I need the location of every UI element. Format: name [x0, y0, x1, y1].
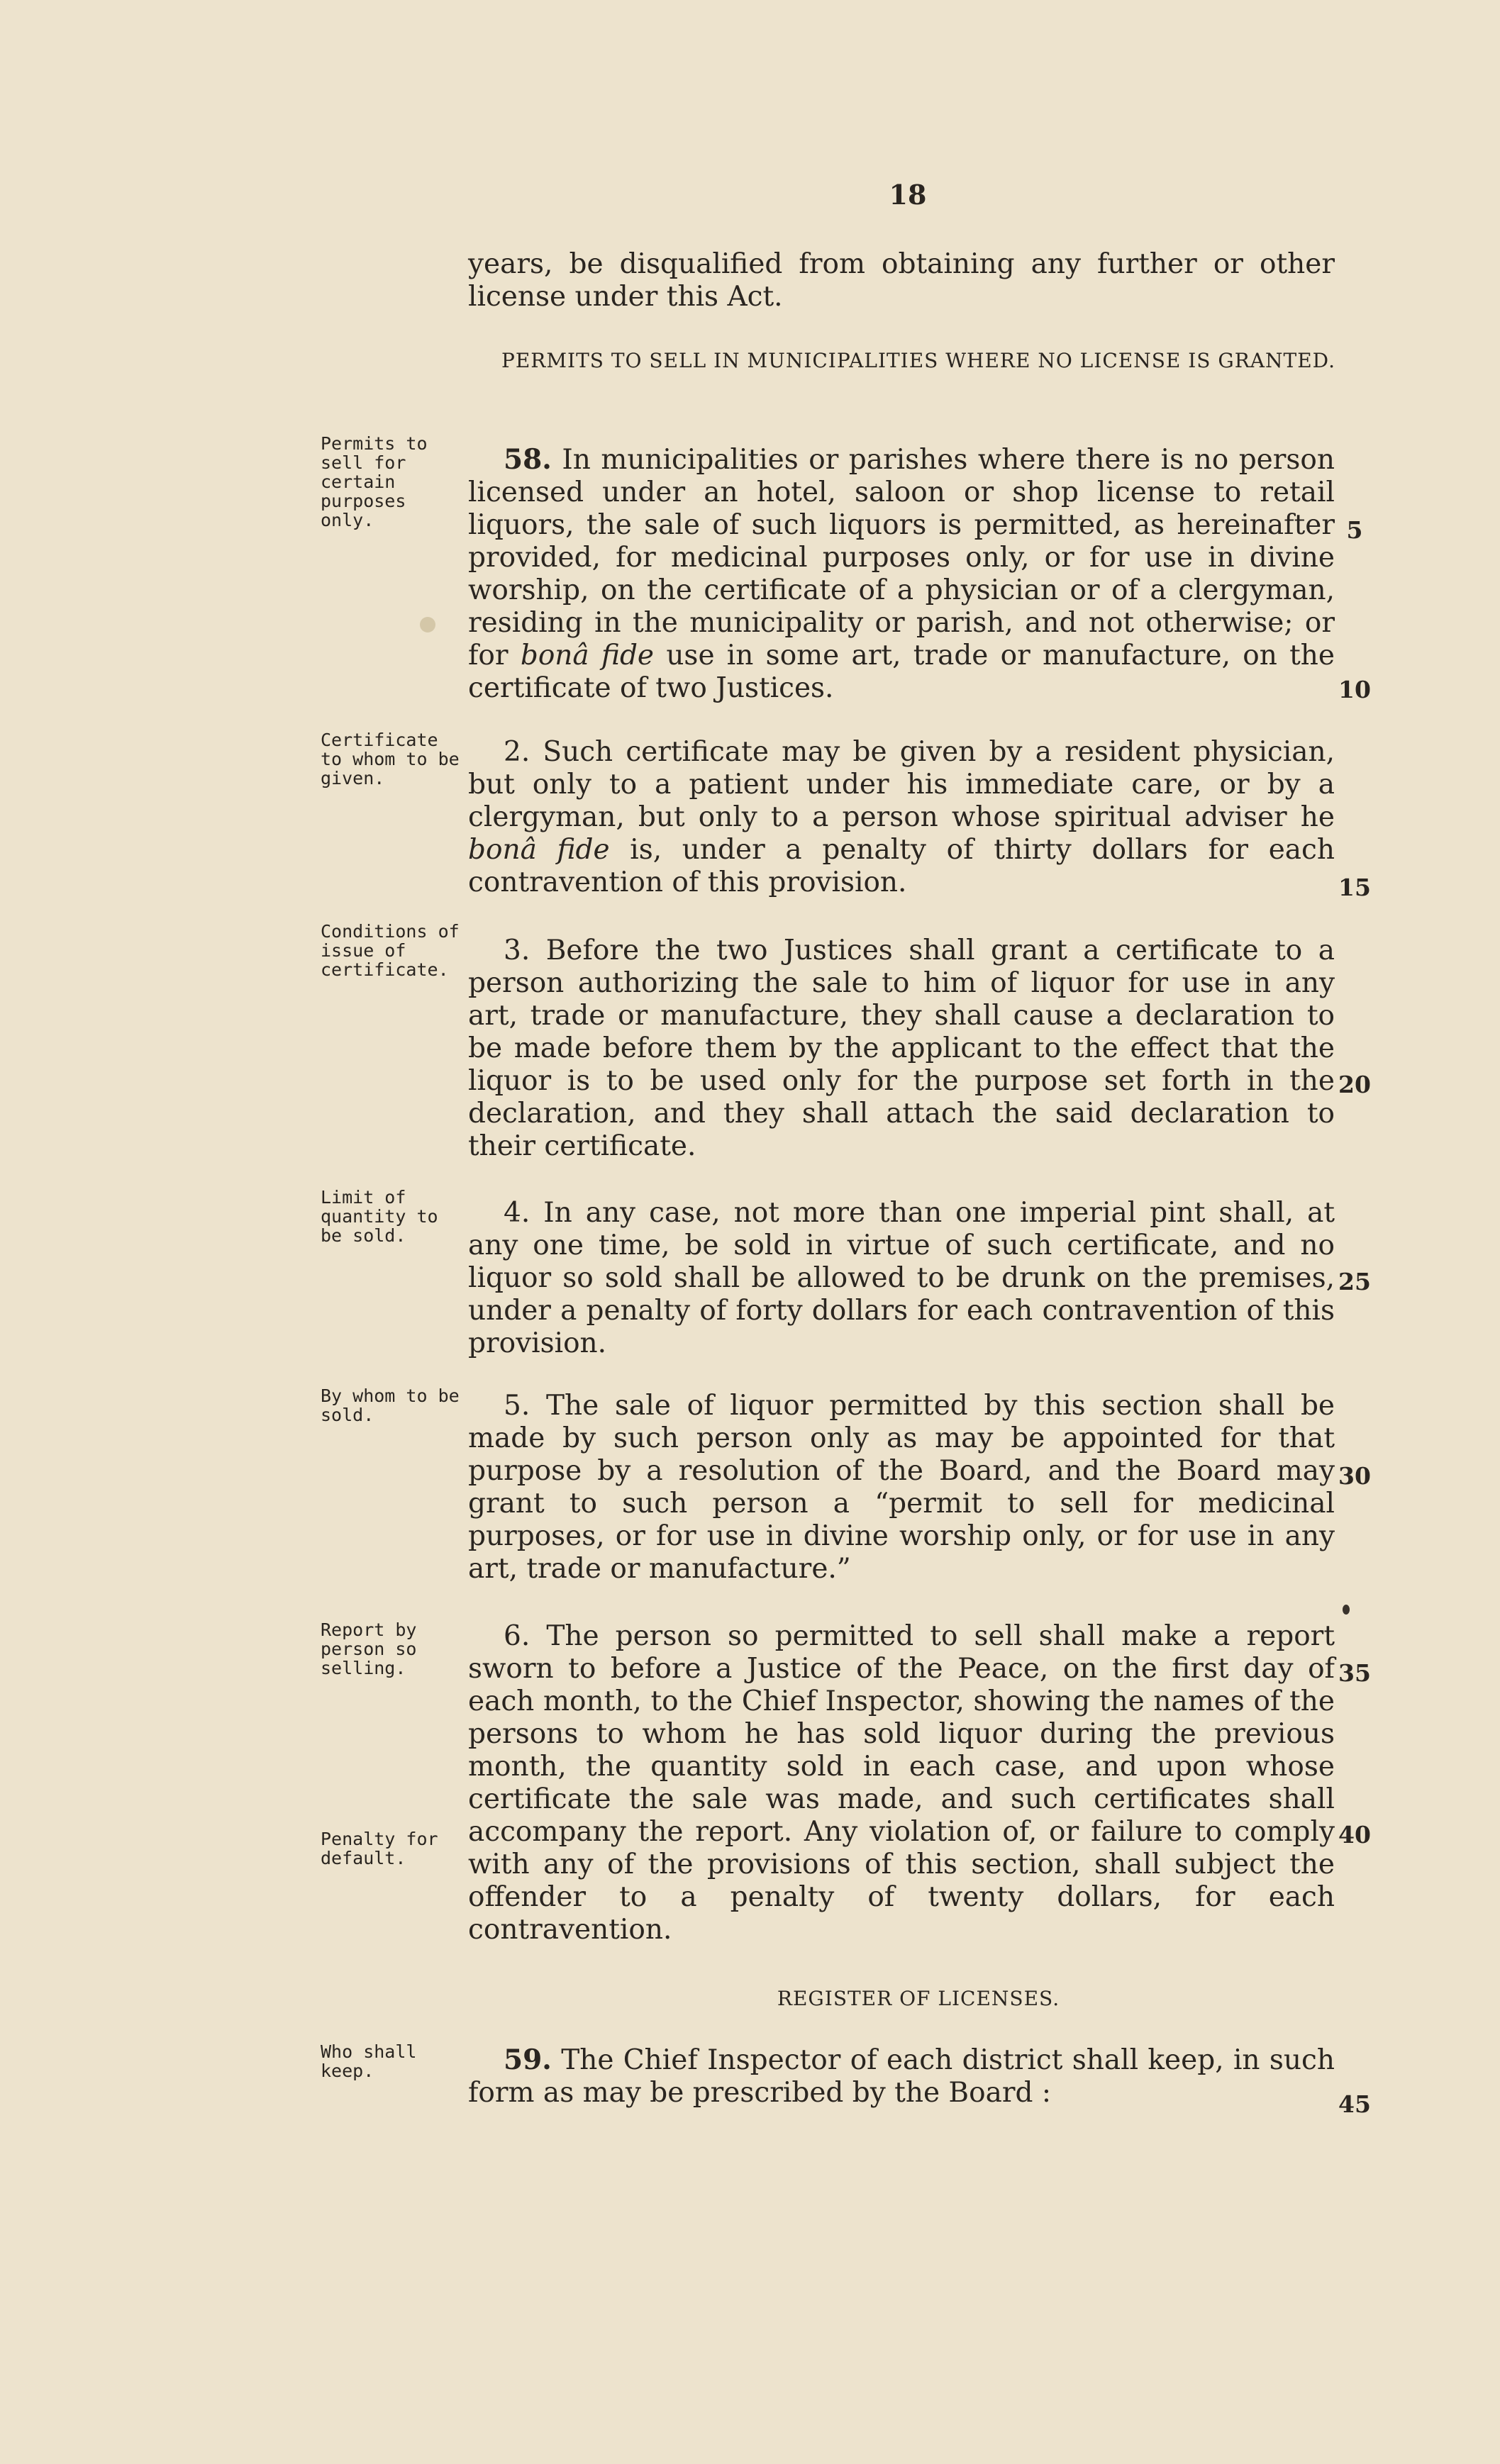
line-number-15: 15 [1338, 874, 1371, 901]
heading-permits: PERMITS TO SELL IN MUNICIPALITIES WHERE NO LICENSE IS GRANTED. [501, 349, 1335, 372]
line-number-5: 5 [1346, 516, 1363, 544]
line-number-10: 10 [1338, 676, 1371, 703]
section-59-number: 59. [504, 2044, 552, 2076]
section-58-text-a: In municipalities or parishes where there is no person licensed under an hotel, saloon or shop license to retail liquors, the sale of such liquors is permitted, as hereinafter provided, for medicinal purposes only, or for use in divine worship, on the certificate of a physician or of a clergyman, residing in the municipality or parish, and not otherwise; or for [468, 444, 1335, 671]
line-number-35: 35 [1338, 1659, 1371, 1687]
margin-note-limit: Limit of quantity to be sold. [321, 1187, 438, 1246]
margin-note-penalty: Penalty for default. [321, 1829, 438, 1868]
margin-note-by-whom: By whom to be sold. [321, 1386, 460, 1425]
line-number-45: 45 [1338, 2090, 1371, 2118]
page-number: 18 [889, 179, 927, 211]
paper-spot [420, 617, 435, 632]
margin-note-certificate: Certificate to whom to be given. [321, 730, 460, 788]
subsection-6-paragraph: 6. The person so permitted to sell shall make a report sworn to before a Justice of the Peace, on the first day of each month, to the Chief Inspector, showing the names of the persons to whom he has sold liquor during the previous month, the quantity sold in each case, and upon whose certificate the sale was made, and such certificates shall accompany the report. Any violation of, or failure to comply with any of the provisions of this section, shall subject the offender to a penalty of twenty dollars, for each contravention. [468, 1620, 1335, 1946]
subsection-2-text-a: 2. Such certificate may be given by a resident physician, but only to a patient under his immediate care, or by a clergyman, but only to a person whose spiritual adviser he [468, 736, 1335, 833]
subsection-2-text-b: is, under a penalty of thirty dollars for each contravention of this provision. [468, 834, 1335, 898]
subsection-2-italic: bonâ fide [468, 834, 610, 866]
margin-note-report: Report by person so selling. [321, 1620, 417, 1678]
margin-note-conditions: Conditions of issue of certificate. [321, 921, 460, 980]
section-59-paragraph [468, 2044, 1335, 2109]
line-number-20: 20 [1338, 1071, 1371, 1098]
intro-paragraph: years, be disqualified from obtaining any further or other license under this Act. [468, 248, 1335, 313]
line-number-40: 40 [1338, 1821, 1371, 1849]
subsection-4-paragraph: 4. In any case, not more than one imperial pint shall, at any one time, be sold in virtue of such certificate, and no liquor so sold shall be allowed to be drunk on the premises, under a penalty of forty dollars for each contravention of this provision. [468, 1197, 1335, 1359]
margin-note-who-keep: Who shall keep. [321, 2041, 417, 2081]
heading-register: REGISTER OF LICENSES. [777, 1987, 1060, 2010]
subsection-5-paragraph: 5. The sale of liquor permitted by this section shall be made by such person only as may be appointed for that purpose by a resolution of the Board, and the Board may grant to such person a “permit to sell for medicinal purposes, or for use in divine worship only, or for use in any art, trade or manufacture.” [468, 1390, 1335, 1585]
section-58-text-b: use in some art, trade or manufacture, on the certificate of two Justices. [468, 640, 1335, 704]
subsection-2-paragraph [468, 736, 1335, 899]
line-number-30: 30 [1338, 1462, 1371, 1490]
section-59-text: The Chief Inspector of each district shall keep, in such form as may be prescribed by the Board : [468, 2044, 1335, 2109]
ink-spot [1343, 1605, 1350, 1615]
subsection-3-paragraph: 3. Before the two Justices shall grant a certificate to a person authorizing the sale to him of liquor for use in any art, trade or manufacture, they shall cause a declaration to be made before them by the applicant to the effect that the liquor is to be used only for the purpose set forth in the declaration, and they shall attach the said declaration to their certificate. [468, 935, 1335, 1162]
section-58-paragraph [468, 443, 1335, 705]
section-58-italic: bonâ fide [520, 640, 655, 671]
margin-note-permits: Permits to sell for certain purposes only. [321, 433, 428, 530]
line-number-25: 25 [1338, 1268, 1371, 1295]
section-58-number: 58. [504, 443, 552, 476]
